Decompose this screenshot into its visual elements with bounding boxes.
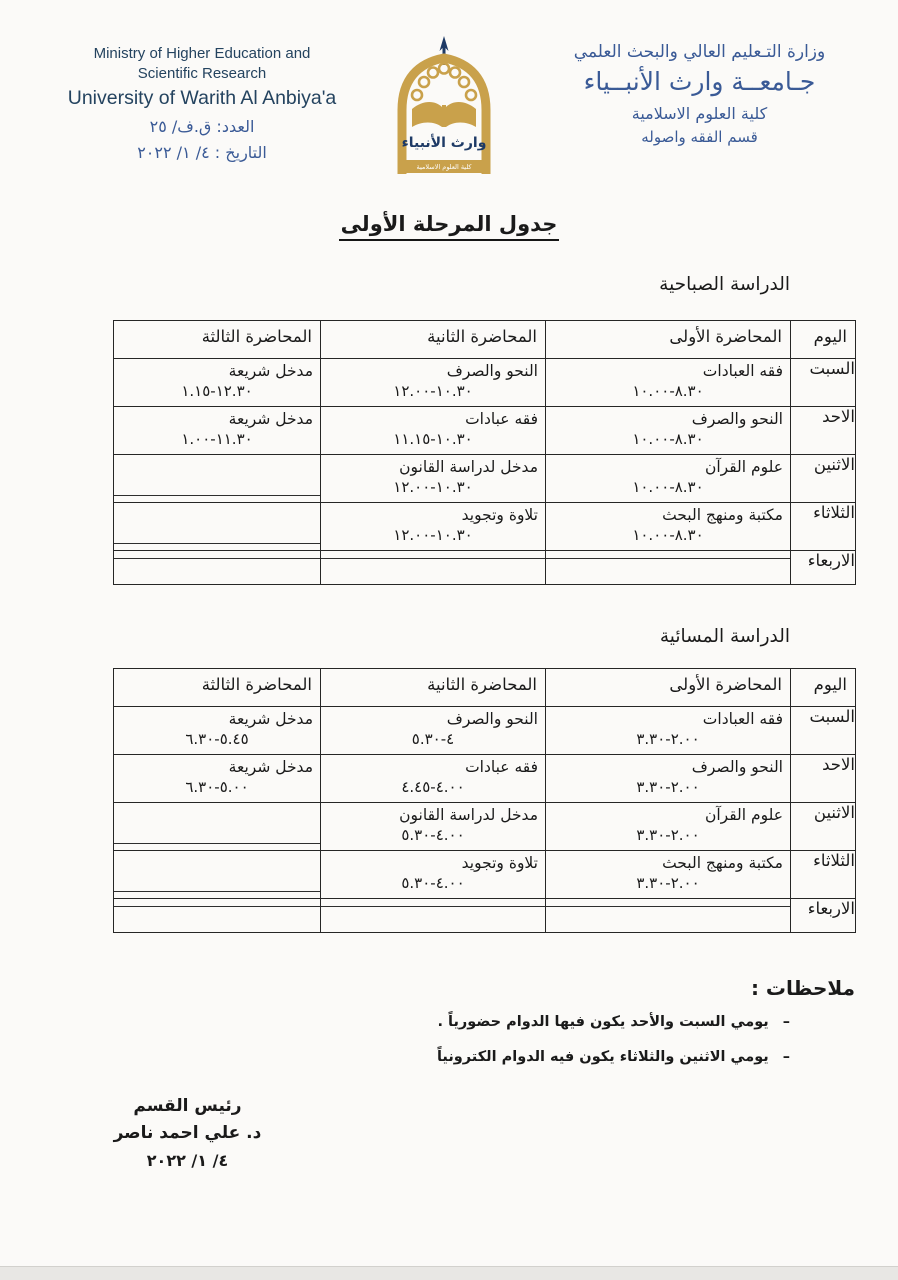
- lecture-cell: [546, 851, 791, 899]
- issue-number: العدد: ق.ف/ ٢٥: [149, 116, 255, 136]
- evening-section-title: الدراسة المسائية: [659, 626, 790, 647]
- lecture-cell: [546, 899, 791, 933]
- time-range: ٢.٠٠-٣.٣٠: [636, 778, 700, 796]
- subject-label: النحو والصرف: [446, 710, 538, 728]
- subject-label: علوم القرآن: [704, 806, 783, 824]
- note-item: – يومي الاثنين والثلاثاء يكون فيه الدوام الكترونياً: [437, 1049, 790, 1065]
- evening-schedule-table: [113, 668, 856, 933]
- time-range: ١١.٣٠-١.٠٠: [181, 430, 253, 448]
- subject-label: مدخل لدراسة القانون: [399, 806, 538, 824]
- department-name-arabic: قسم الفقه واصوله: [641, 128, 758, 146]
- lecture-cell: [321, 899, 546, 933]
- ministry-name-arabic: وزارة التـعليم العالي والبحث العلمي: [573, 42, 826, 62]
- lecture-cell: [321, 359, 546, 407]
- time-range: ٤.٠٠-٤.٤٥: [401, 778, 465, 796]
- table-row: [114, 851, 856, 899]
- day-cell: السبت: [791, 359, 856, 407]
- header-row: [114, 321, 856, 359]
- table-row: [114, 407, 856, 455]
- college-name-arabic: كلية العلوم الاسلامية: [631, 104, 768, 123]
- lecture-cell: [114, 851, 321, 899]
- table-row: [114, 899, 856, 933]
- time-range: ٨.٣٠-١٠.٠٠: [632, 526, 704, 544]
- column-header: المحاضرة الثانية: [321, 321, 546, 359]
- time-range: ٨.٣٠-١٠.٠٠: [632, 382, 704, 400]
- lecture-cell: [546, 551, 791, 585]
- time-range: ٨.٣٠-١٠.٠٠: [632, 478, 704, 496]
- morning-section-title: الدراسة الصباحية: [659, 274, 790, 295]
- morning-schedule: [113, 320, 855, 585]
- lecture-cell: [114, 407, 321, 455]
- table-row: [114, 455, 856, 503]
- subject-label: فقه عبادات: [465, 410, 538, 428]
- note-item: – يومي السبت والأحد يكون فيها الدوام حضورياً .: [437, 1014, 790, 1030]
- lecture-cell: [546, 455, 791, 503]
- subject-label: مدخل شريعة: [228, 710, 313, 728]
- subject-label: فقه العبادات: [702, 362, 783, 380]
- time-range: ٤-٥.٣٠: [411, 730, 455, 748]
- lecture-cell: [321, 551, 546, 585]
- lecture-cell: [321, 851, 546, 899]
- scan-edge-shadow: [0, 1266, 898, 1280]
- lecture-cell: [546, 503, 791, 551]
- subject-label: علوم القرآن: [704, 458, 783, 476]
- university-logo-emblem: [383, 34, 505, 186]
- header-right-block: [527, 42, 872, 146]
- notes-title: ملاحظات :: [750, 976, 855, 1000]
- time-range: ٥.٠٠-٦.٣٠: [185, 778, 249, 796]
- column-header: المحاضرة الثالثة: [114, 321, 321, 359]
- table-row: [114, 755, 856, 803]
- time-range: ٨.٣٠-١٠.٠٠: [632, 430, 704, 448]
- lecture-cell: [114, 803, 321, 851]
- subject-label: مكتبة ومنهج البحث: [662, 854, 783, 872]
- day-cell: الاثنين: [791, 803, 856, 851]
- lecture-cell: [546, 359, 791, 407]
- lecture-cell: [114, 899, 321, 933]
- subject-label: مكتبة ومنهج البحث: [662, 506, 783, 524]
- ministry-line1: Ministry of Higher Education and: [93, 45, 311, 62]
- signature-name: د. علي احمد ناصر: [113, 1123, 262, 1143]
- subject-label: فقه عبادات: [465, 758, 538, 776]
- lecture-cell: [321, 707, 546, 755]
- lecture-cell: [546, 755, 791, 803]
- lecture-cell: [321, 455, 546, 503]
- lecture-cell: [114, 503, 321, 551]
- table-row: [114, 551, 856, 585]
- day-cell: الثلاثاء: [791, 851, 856, 899]
- logo-banner-text: كلية العلوم الاسلامية: [416, 163, 472, 171]
- day-cell: الاحد: [791, 755, 856, 803]
- column-header: المحاضرة الأولى: [546, 321, 791, 359]
- signature-block: [60, 1096, 315, 1170]
- subject-label: مدخل شريعة: [228, 362, 313, 380]
- lecture-cell: [114, 359, 321, 407]
- column-header: المحاضرة الثانية: [321, 669, 546, 707]
- issue-date: التاريخ : ٤/ ١/ ٢٠٢٢: [137, 142, 267, 162]
- university-name-english: University of Warith Al Anbiya'a: [67, 86, 337, 109]
- day-cell: السبت: [791, 707, 856, 755]
- document-title: [0, 212, 898, 236]
- day-cell: الاربعاء: [791, 551, 856, 585]
- lecture-cell: [114, 455, 321, 503]
- lecture-cell: [114, 551, 321, 585]
- subject-label: مدخل شريعة: [228, 410, 313, 428]
- time-range: ١٢.٣٠-١.١٥: [181, 382, 253, 400]
- lecture-cell: [321, 755, 546, 803]
- column-header: المحاضرة الثالثة: [114, 669, 321, 707]
- lecture-cell: [546, 407, 791, 455]
- morning-schedule-table: [113, 320, 856, 585]
- time-range: ٢.٠٠-٣.٣٠: [636, 826, 700, 844]
- table-row: [114, 803, 856, 851]
- time-range: ٤.٠٠-٥.٣٠: [401, 874, 465, 892]
- day-cell: الاثنين: [791, 455, 856, 503]
- lecture-cell: [546, 707, 791, 755]
- subject-label: مدخل لدراسة القانون: [399, 458, 538, 476]
- ministry-line2: Scientific Research: [137, 64, 267, 82]
- day-cell: الثلاثاء: [791, 503, 856, 551]
- university-name-arabic: جـامعــة وارث الأنبــياء: [583, 67, 816, 96]
- logo-script-text: وارث الأنبياء: [401, 135, 487, 151]
- table-row: [114, 707, 856, 755]
- lecture-cell: [114, 707, 321, 755]
- signature-date: ٤/ ١/ ٢٠٢٢: [146, 1151, 229, 1170]
- time-range: ٥.٤٥-٦.٣٠: [185, 730, 249, 748]
- table-row: [114, 503, 856, 551]
- lecture-cell: [321, 803, 546, 851]
- column-header: اليوم: [791, 669, 856, 707]
- signature-role: رئيس القسم: [133, 1096, 242, 1116]
- subject-label: تلاوة وتجويد: [461, 506, 538, 524]
- column-header: اليوم: [791, 321, 856, 359]
- header-row: [114, 669, 856, 707]
- column-header: المحاضرة الأولى: [546, 669, 791, 707]
- lecture-cell: [546, 803, 791, 851]
- time-range: ٢.٠٠-٣.٣٠: [636, 730, 700, 748]
- time-range: ١٠.٣٠-١٢.٠٠: [393, 382, 473, 400]
- day-cell: الاحد: [791, 407, 856, 455]
- subject-label: مدخل شريعة: [228, 758, 313, 776]
- university-logo: [383, 34, 505, 186]
- lecture-cell: [114, 755, 321, 803]
- document-title-text: جدول المرحلة الأولى: [339, 212, 560, 241]
- lecture-cell: [321, 503, 546, 551]
- time-range: ١٠.٣٠-١٢.٠٠: [393, 478, 473, 496]
- time-range: ٤.٠٠-٥.٣٠: [401, 826, 465, 844]
- subject-label: النحو والصرف: [691, 758, 783, 776]
- time-range: ١٠.٣٠-١٢.٠٠: [393, 526, 473, 544]
- subject-label: النحو والصرف: [446, 362, 538, 380]
- day-cell: الاربعاء: [791, 899, 856, 933]
- table-row: [114, 359, 856, 407]
- subject-label: تلاوة وتجويد: [461, 854, 538, 872]
- lecture-cell: [321, 407, 546, 455]
- evening-schedule: [113, 668, 855, 933]
- ministry-name-english: [52, 44, 352, 84]
- subject-label: فقه العبادات: [702, 710, 783, 728]
- time-range: ٢.٠٠-٣.٣٠: [636, 874, 700, 892]
- time-range: ١٠.٣٠-١١.١٥: [393, 430, 473, 448]
- subject-label: النحو والصرف: [691, 410, 783, 428]
- header-left-block: [52, 44, 352, 162]
